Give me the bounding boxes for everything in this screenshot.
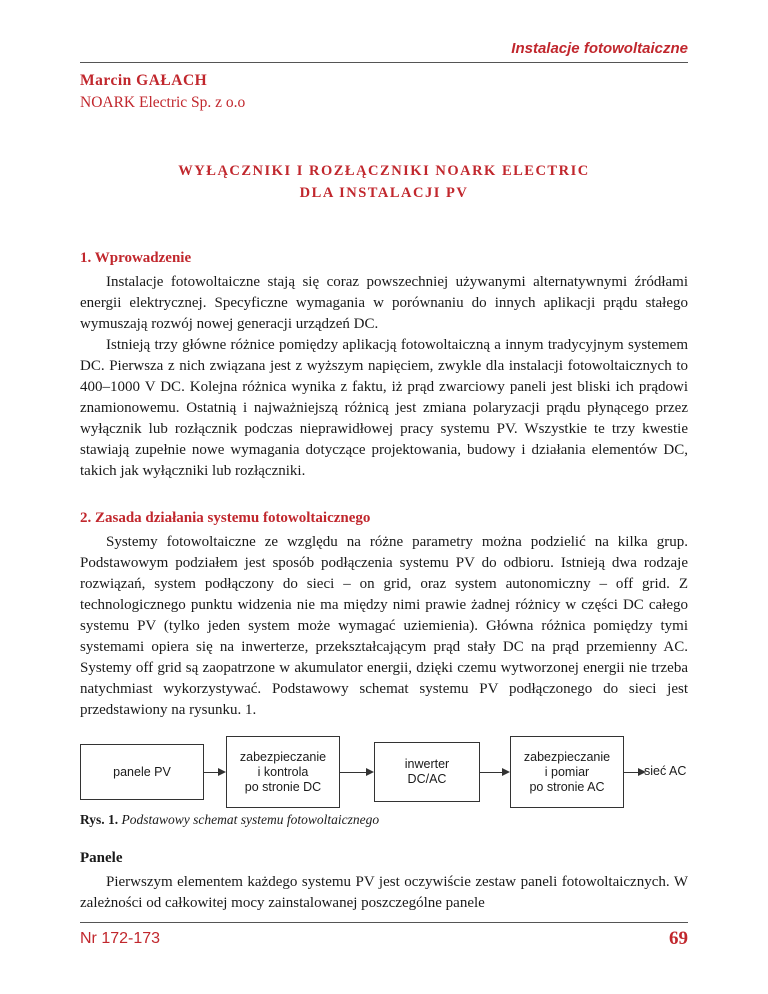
issue-number: Nr 172-173 — [80, 930, 161, 947]
diagram-arrow-head — [502, 768, 510, 776]
diagram-output-grid: sieć AC — [644, 764, 687, 778]
subheading-panels: Panele — [80, 850, 123, 866]
figure-caption — [80, 812, 379, 828]
diagram-arrow — [340, 772, 366, 773]
diagram-arrow — [480, 772, 502, 773]
diagram-block-ac-protection: zabezpieczanie i pomiar po stronie AC — [510, 736, 624, 808]
figure-caption-text: Podstawowy schemat systemu fotowoltaicznego — [121, 812, 380, 827]
author-affiliation: NOARK Electric Sp. z o.o — [80, 94, 246, 111]
paragraph: Istnieją trzy główne różnice pomiędzy aplikacją fotowoltaiczną a innym tradycyjnym systemem DC. Pierwsza z nich związana jest z wyższym napięciem, zwykle dla instalacji fotowoltaicznych to 400–1000 V DC. Kolejna różnica wynika z faktu, iż prąd zwarciowy paneli jest bliski ich prądowi znamionowemu. Ostatnią i najważniejszą różnicą jest zmiana polaryzacji prądu płynącego przez wyłącznik lub rozłącznik podczas nieprawidłowej pracy systemu PV. Wszystkie te trzy kwestie stawiają zupełnie nowe wymagania dotyczące projektowania, budowy i działania elementów DC, takich jak wyłączniki lub rozłączniki. — [80, 337, 688, 479]
diagram-block-dc-protection: zabezpieczanie i kontrola po stronie DC — [226, 736, 340, 808]
diagram-arrow — [204, 772, 218, 773]
author-block — [80, 70, 245, 114]
page-number: 69 — [669, 928, 688, 949]
figure-label: Rys. 1. — [80, 812, 119, 827]
paragraph: Instalacje fotowoltaiczne stają się coraz powszechniej używanymi alternatywnymi źródłami energii elektrycznej. Specyficzne wymagania w porównaniu do innych aplikacji prądu stałego wymuszają rozwój nowej generacji urządzeń DC. — [80, 274, 688, 332]
section-principle-body — [80, 532, 688, 721]
pv-system-diagram — [80, 736, 688, 808]
diagram-arrow-head — [218, 768, 226, 776]
author-name: Marcin GAŁACH — [80, 72, 208, 89]
diagram-arrow — [624, 772, 638, 773]
footer-divider — [80, 922, 688, 923]
section-panels-body — [80, 872, 688, 914]
article-title-line2: DLA INSTALACJI PV — [299, 185, 469, 201]
article-title-line1: WYŁĄCZNIKI I ROZŁĄCZNIKI NOARK ELECTRIC — [178, 163, 590, 179]
section-heading-principle: 2. Zasada działania systemu fotowoltaicznego — [80, 510, 371, 526]
paragraph: Pierwszym elementem każdego systemu PV jest oczywiście zestaw paneli fotowoltaicznych. W zależności od całkowitej mocy zainstalowanej poszczególne panele — [80, 874, 688, 911]
article-title — [80, 160, 688, 204]
section-heading-introduction: 1. Wprowadzenie — [80, 250, 192, 266]
journal-section-title: Instalacje fotowoltaiczne — [511, 40, 688, 57]
diagram-block-panels: panele PV — [80, 744, 204, 800]
section-introduction-body — [80, 272, 688, 482]
paragraph: Systemy fotowoltaiczne ze względu na różne parametry można podzielić na kilka grup. Podstawowym podziałem jest sposób podłączenia systemu PV do odbioru. Istnieją dwa rodzaje rozwiązań, system podłączony do sieci – on grid, oraz system autonomiczny – off grid. Z technologicznego punktu widzenia nie ma między nimi prawie żadnej różnicy w części DC całego systemu PV (tylko jeden system może wymagać uziemienia). Główna różnica pomiędzy tymi systemami opiera się na inwerterze, przekształcającym prąd stały DC na prąd przemienny AC. Systemy off grid są zaopatrzone w akumulator energii, dzięki czemu wytworzonej energii nie trzeba natychmiast wykorzystywać. Podstawowy schemat systemu PV podłączonego do sieci jest przedstawiony na rysunku. 1. — [80, 534, 688, 718]
diagram-arrow-head — [366, 768, 374, 776]
diagram-block-inverter: inwerter DC/AC — [374, 742, 480, 802]
header-divider — [80, 62, 688, 63]
